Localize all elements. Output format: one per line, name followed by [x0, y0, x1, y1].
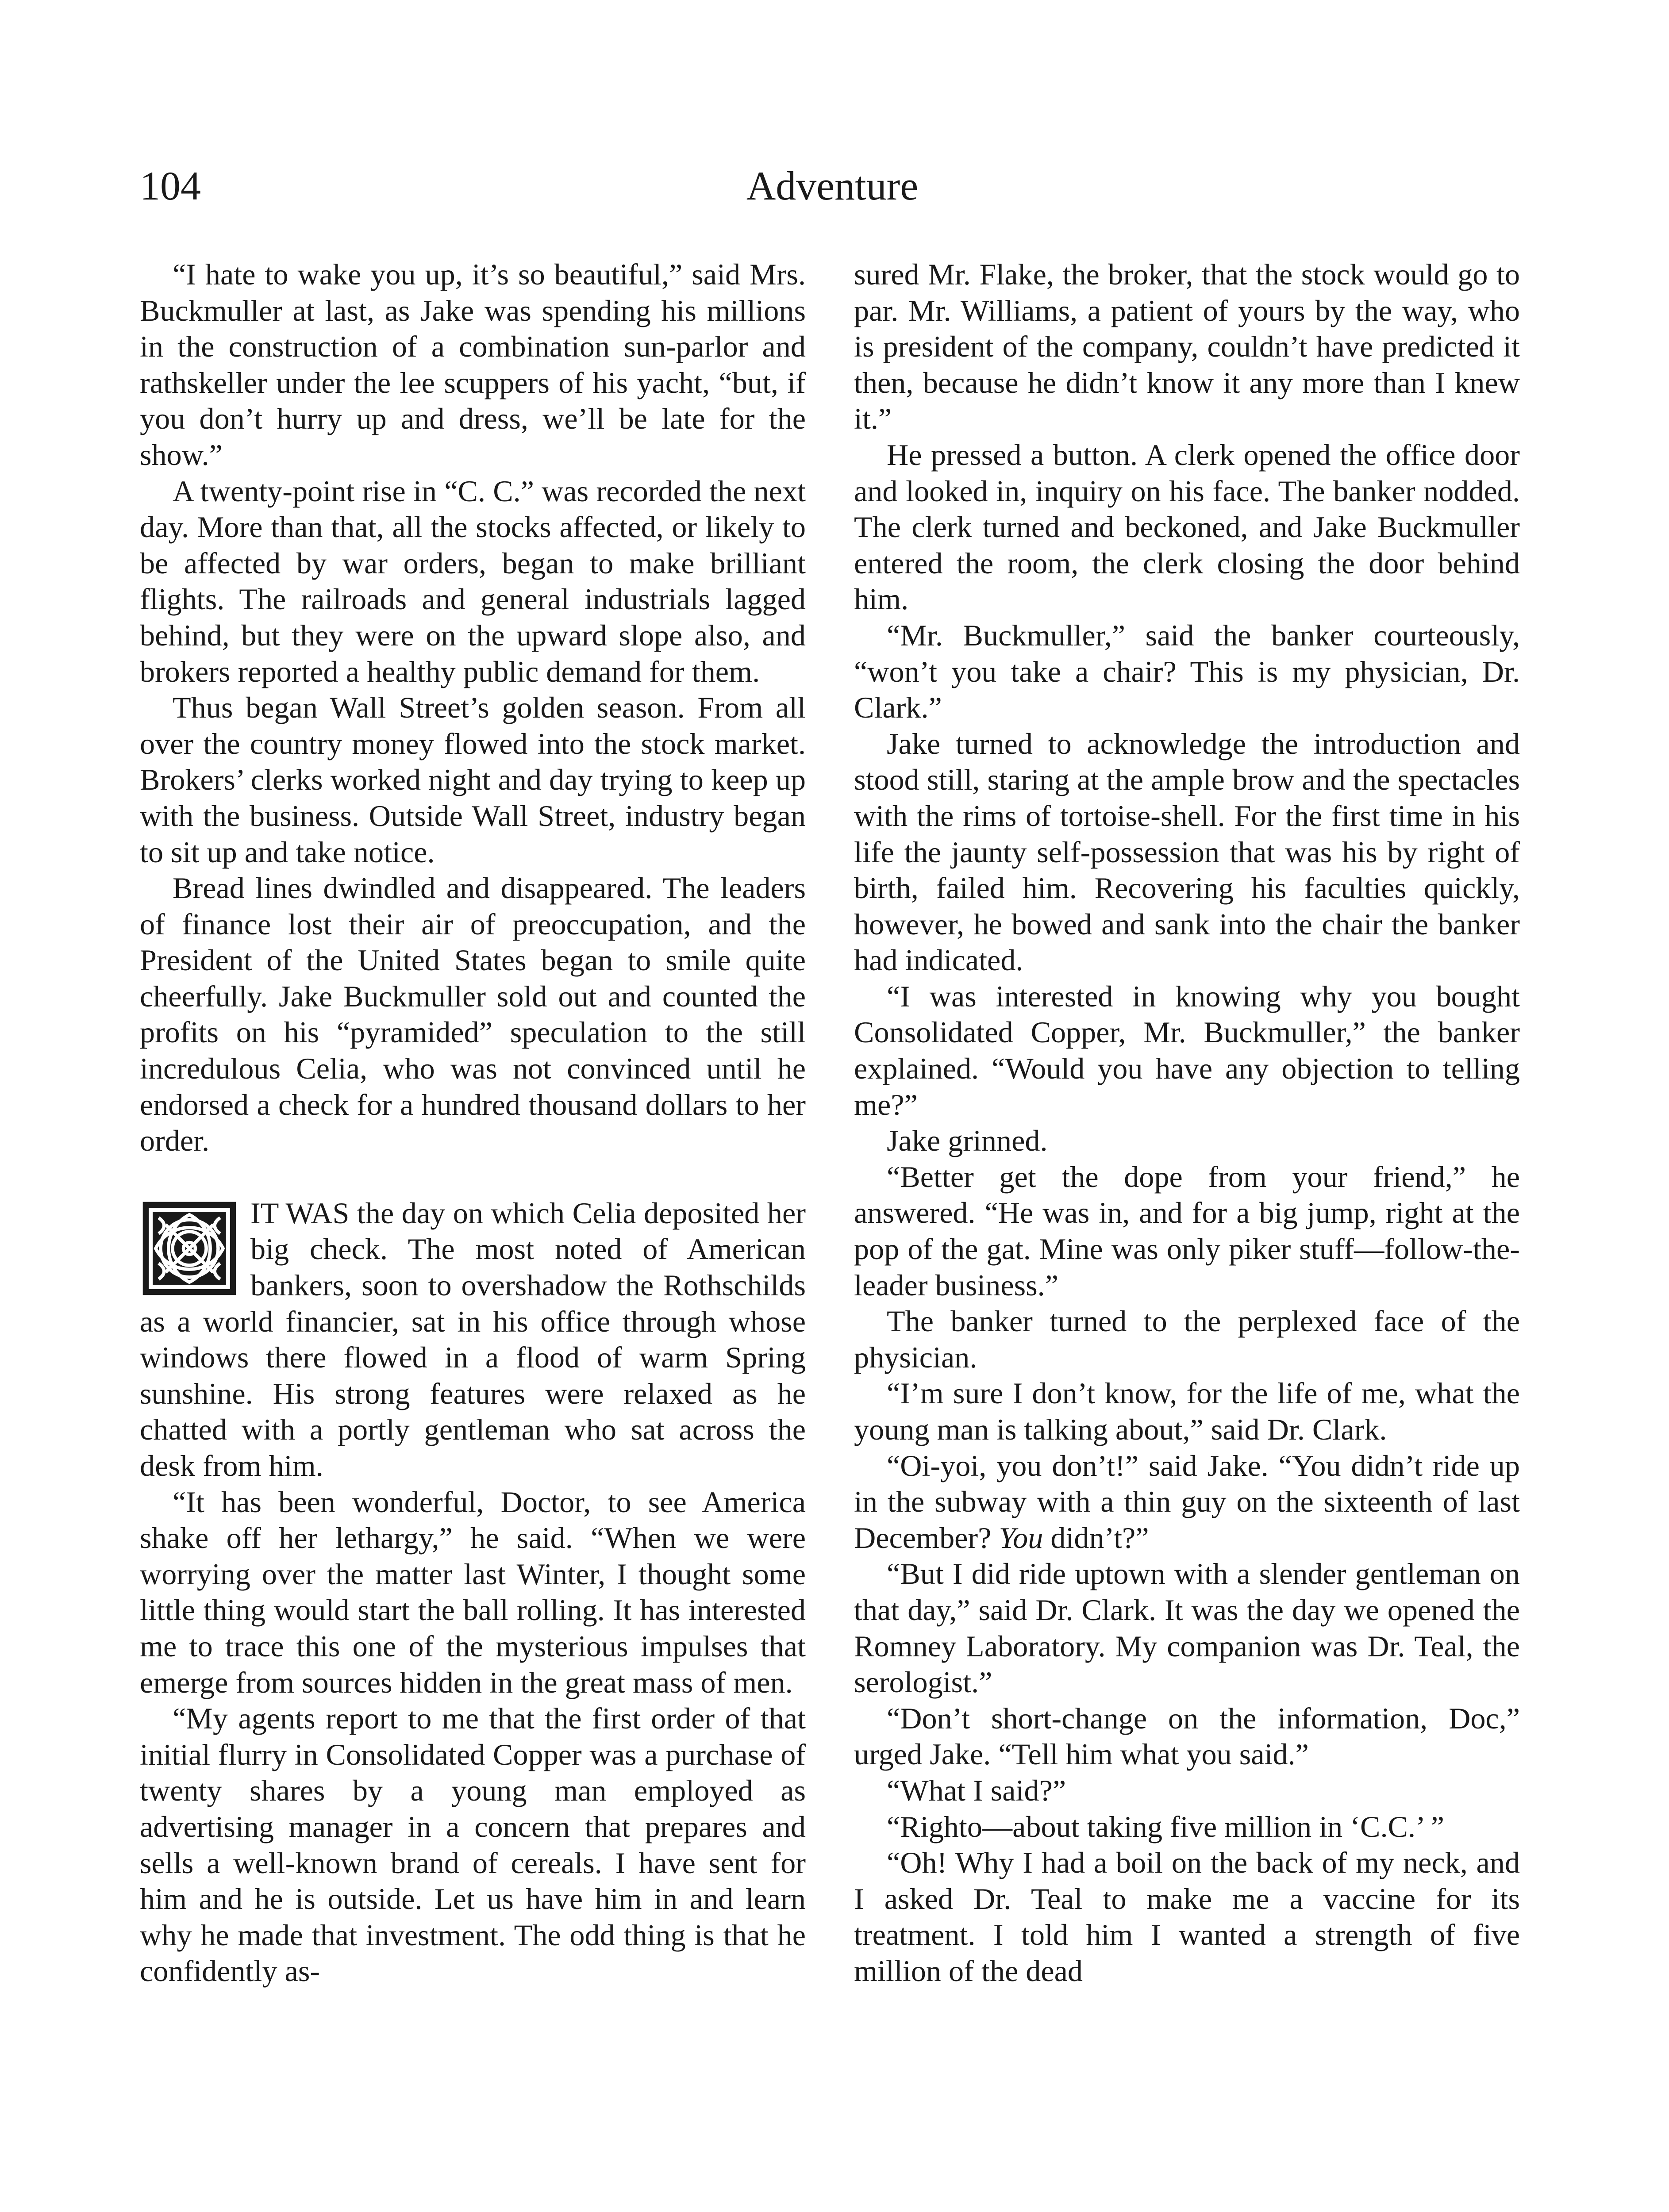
celtic-knot-ornament-icon	[140, 1199, 239, 1298]
paragraph: A twenty-point rise in “C. C.” was recorded the next day. More than that, all the stocks affected, or likely to be affected by war orders, began to make brilliant flights. The railroads and general industrials lagged behind, but they were on the upward slope also, and brokers reported a healthy public demand for them.	[140, 474, 806, 688]
page-header	[140, 159, 1525, 221]
paragraph: “I’m sure I don’t know, for the life of me, what the young man is talking about,” said Dr. Clark.	[854, 1376, 1520, 1446]
paragraph: “My agents report to me that the first order of that initial flurry in Consolidated Copper was a purchase of twenty shares by a young man employed as advertising manager in a concern that prepares and sells a well-known brand of cereals. I have sent for him and he is outside. Let us have him in and learn why he made that investment. The odd thing is that he confidently as-	[140, 1701, 806, 1988]
continued-paragraph: sured Mr. Flake, the broker, that the stock would go to par. Mr. Williams, a patient of yours by the way, who is president of the company, couldn’t have predicted it then, because he didn’t know it any more than I knew it.”	[854, 257, 1520, 436]
section-first-paragraph-text: the day on which Celia deposited her big check. The most noted of American bankers, soon to overshadow the Rothschilds as a world financier, sat in his office through whose windows there flowed in a flood of warm Spring sunshine. His strong features were relaxed as he chatted with a portly gentleman who sat across the desk from him.	[140, 1196, 806, 1482]
paragraph: Jake grinned.	[887, 1124, 1048, 1158]
paragraph: Bread lines dwindled and disappeared. The leaders of finance lost their air of preoccupation, and the President of the United States began to smile quite cheerfully. Jake Buckmuller sold out and counted the profits on his “pyramided” speculation to the still incredulous Celia, who was not convinced until he endorsed a check for a hundred thousand dollars to her order.	[140, 871, 806, 1158]
running-title: Adventure	[746, 163, 919, 208]
paragraph: Thus began Wall Street’s golden season. From all over the country money flowed into the stock market. Brokers’ clerks worked night and day trying to keep up with the business. Outside Wall Street, industry began to sit up and take notice.	[140, 691, 806, 869]
page-number: 104	[140, 163, 201, 208]
paragraph: “It has been wonderful, Doctor, to see America shake off her lethargy,” he said. “When we were worrying over the matter last Winter, I thought some little thing would start the ball rolling. It has interested me to trace this one of the mysterious impulses that emerge from sources hidden in the great mass of men.	[140, 1485, 806, 1699]
paragraph: “Mr. Buckmuller,” said the banker courteously, “won’t you take a chair? This is my physician, Dr. Clark.”	[854, 618, 1520, 725]
jake-reply-text: “Oi-yoi, you don’t!” said Jake. “You didn’t ride up in the subway with a thin guy on the sixteenth of last December?	[854, 1448, 1520, 1555]
paragraph: “Righto—about taking five million in ‘C.C.’ ”	[887, 1809, 1445, 1843]
paragraph: “Better get the dope from your friend,” he answered. “He was in, and for a big jump, right at the pop of the gat. Mine was only piker stuff—follow-the-leader business.”	[854, 1160, 1520, 1302]
paragraph: “But I did ride uptown with a slender gentleman on that day,” said Dr. Clark. It was the day we opened the Romney Laboratory. My companion was Dr. Teal, the serologist.”	[854, 1557, 1520, 1699]
paragraph: “I was interested in knowing why you bought Consolidated Copper, Mr. Buckmuller,” the banker explained. “Would you have any objection to telling me?”	[854, 979, 1520, 1121]
jake-reply-emphasis: You	[999, 1521, 1043, 1555]
left-column	[140, 257, 806, 1989]
section-lead-in: IT WAS	[250, 1196, 350, 1230]
paragraph: “What I said?”	[887, 1773, 1066, 1807]
paragraph: The banker turned to the perplexed face of the physician.	[854, 1304, 1520, 1374]
paragraph: He pressed a button. A clerk opened the office door and looked in, inquiry on his face. The banker nodded. The clerk turned and beckoned, and Jake Buckmuller entered the room, the clerk closing the door behind him.	[854, 438, 1520, 616]
paragraph: “Don’t short-change on the information, Doc,” urged Jake. “Tell him what you said.”	[854, 1701, 1520, 1771]
paragraph: “I hate to wake you up, it’s so beautiful,” said Mrs. Buckmuller at last, as Jake was spending his millions in the construction of a combination sun-parlor and rathskeller under the lee scuppers of his yacht, “but, if you don’t hurry up and dress, we’ll be late for the show.”	[140, 257, 806, 472]
right-column	[854, 257, 1520, 1989]
jake-reply-end: didn’t?”	[1043, 1521, 1149, 1555]
paragraph: “Oh! Why I had a boil on the back of my neck, and I asked Dr. Teal to make me a vaccine for its treatment. I told him I wanted a strength of five million of the dead	[854, 1846, 1520, 1988]
section-opening-paragraph	[140, 1195, 806, 1484]
paragraph: Jake turned to acknowledge the introduction and stood still, staring at the ample brow and the spectacles with the rims of tortoise-shell. For the first time in his life the jaunty self-possession that was his by right of birth, failed him. Recovering his faculties quickly, however, he bowed and sank into the chair the banker had indicated.	[854, 726, 1520, 977]
jake-reply-paragraph	[854, 1448, 1520, 1556]
